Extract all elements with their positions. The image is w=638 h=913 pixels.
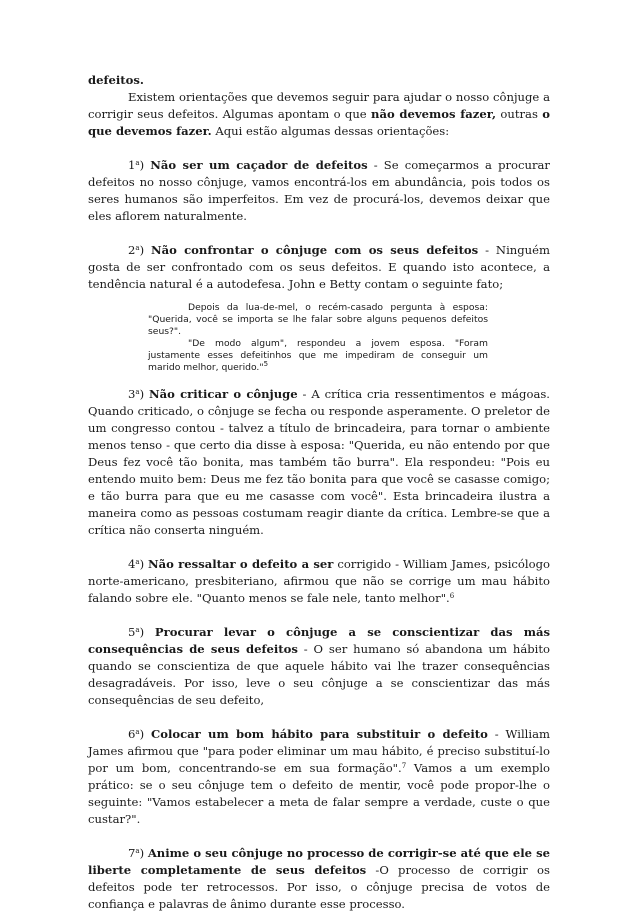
footnote-ref-7: 7 [401,762,407,770]
orientation-7-title: Anime o seu cônjuge no processo de corrigir-se até que ele se liberte completamente de seus defeitos [88,846,551,877]
orientation-1-title: Não ser um caçador de defeitos [150,158,368,172]
orientation-5: 5$^a$) Procurar levar o cônjuge a se conscientizar das más consequências de seus defeitos - O ser humano só abandona um hábito quando se conscientiza de que aquele hábito vai lhe trazer consequências desagradáveis. Por isso, leve o seu cônjuge a se conscientizar das más consequências de seu defeito, [88,625,550,707]
orientation-2-title: Não confrontar o cônjuge com os seus defeitos [151,243,479,257]
orientation-1: 1$^a$) Não ser um caçador de defeitos - Se começarmos a procurar defeitos no nosso cônjuge, vamos encontrá-los em abundância, pois todos os seres humanos são imperfeitos. Em vez de procurá-los, devemos deixar que eles aflorem naturalmente. [88,158,550,223]
block-quote [148,302,488,374]
orientation-3-title: Não criticar o cônjuge [149,387,298,401]
orientation-6-title: Colocar um bom hábito para substituir o defeito [151,727,488,741]
orientation-6: 6$^a$) Colocar um bom hábito para substituir o defeito - William James afirmou que "para poder eliminar um mau hábito, é preciso substituí-lo por um bom, concentrando-se em sua formação".$^7$ Vamos a um exemplo prático: se o seu cônjuge tem o defeito de mentir, você pode propor-lhe o seguinte: "Vamos estabelecer a meta de falar sempre a verdade, custe o que custar?". [88,727,551,826]
lead-word: defeitos. [88,73,144,87]
orientation-5-title: Procurar levar o cônjuge a se conscientizar das más consequências de seus defeitos [88,625,550,656]
intro-paragraph: Existem orientações que devemos seguir para ajudar o nosso cônjuge a corrigir seus defeitos. Algumas apontam o que não devemos fazer, outras o que devemos fazer. Aqui estão algumas dessas orientações: [88,90,551,138]
footnote-ref-6: 6 [449,592,455,600]
orientation-3: 3$^a$) Não criticar o cônjuge - A crítica cria ressentimentos e mágoas. Quando criticado, o cônjuge se fecha ou responde asperamente. O preletor de um congresso contou - talvez a título de brincadeira, para tornar o ambiente menos tenso - que certo dia disse à esposa: "Querida, eu não entendo por que Deus fez você tão bonita, mas também tão burra". Ela respondeu: "Pois eu entendo muito bem: Deus me fez tão bonita para que você se casasse comigo; e tão burra para que eu me casasse com você". Esta brincadeira ilustra a maneira como as pessoas costumam reagir diante da crítica. Lembre-se que a crítica não conserta ninguém. [88,387,550,537]
footnote-ref-5: 5 [263,360,269,368]
orientation-4-title: Não ressaltar o defeito a ser [148,557,334,571]
orientation-7: 7$^a$) Anime o seu cônjuge no processo de corrigir-se até que ele se liberte completamente de seus defeitos -O processo de corrigir os defeitos pode ter retrocessos. Por isso, o cônjuge precisa de votos de confiança e palavras de ânimo durante esse processo. [88,846,551,911]
document-page [88,72,550,913]
orientation-4: 4$^a$) Não ressaltar o defeito a ser corrigido - William James, psicólogo norte-americano, presbiteriano, afirmou que não se corrige um mau hábito falando sobre ele. "Quanto menos se fale nele, tanto melhor".$^6$ [88,557,550,605]
quote-paragraph-1: Depois da lua-de-mel, o recém-casado pergunta à esposa: "Querida, você se importa se lhe falar sobre alguns pequenos defeitos seus?". [148,302,488,337]
quote-paragraph-2: "De modo algum", respondeu a jovem esposa. "Foram justamente esses defeitinhos que me impediram de conseguir um marido melhor, querido."$^5$ [148,338,488,373]
orientation-2: 2$^a$) Não confrontar o cônjuge com os seus defeitos - Ninguém gosta de ser confrontado com os seus defeitos. E quando isto acontece, a tendência natural é a autodefesa. John e Betty contam o seguinte fato; [88,243,550,291]
